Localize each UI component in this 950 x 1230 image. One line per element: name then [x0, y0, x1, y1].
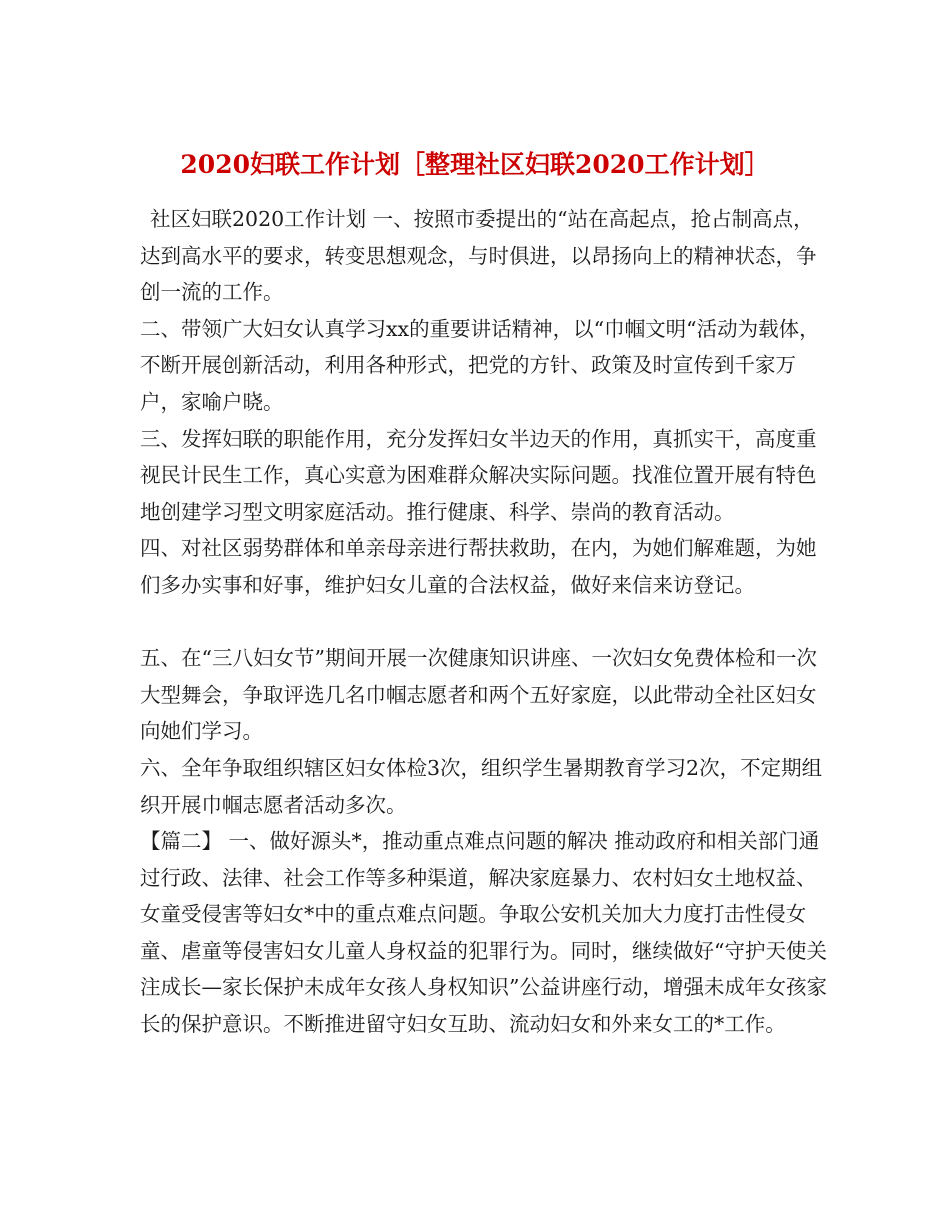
paragraph-item-6: 六、全年争取组织辖区妇女体检3次，组织学生暑期教育学习2次，不定期组织开展巾帼志愿者活动多次。: [140, 755, 823, 817]
paragraph-item-3: 三、发挥妇联的职能作用，充分发挥妇女半边天的作用，真抓实干，高度重视民计民生工作，真心实意为困难群众解决实际问题。找准位置开展有特色地创建学习型文明家庭活动。推行健康、科学、崇尚的教育活动。: [140, 426, 817, 524]
document-body: [140, 201, 830, 1043]
paragraph-item-4: 四、对社区弱势群体和单亲母亲进行帮扶救助，在内，为她们解难题，为她们多办实事和好事，维护妇女儿童的合法权益，做好来信来访登记。: [140, 536, 817, 597]
paragraph-section-2: 【篇二】 一、做好源头*，推动重点难点问题的解决 推动政府和相关部门通过行政、法律、社会工作等多种渠道，解决家庭暴力、农村妇女土地权益、女童受侵害等妇女*中的重点难点问题。争取公安机关加大力度打击性侵女童、虐童等侵害妇女儿童人身权益的犯罪行为。同时，继续做好“守护天使关注成长—家长保护未成年女孩人身权知识”公益讲座行动，增强未成年女孩家长的保护意识。不断推进留守妇女互助、流动妇女和外来女工的*工作。: [140, 829, 827, 1037]
paragraph-intro: 社区妇联2020工作计划 一、按照市委提出的“站在高起点，抢占制高点，达到高水平的要求，转变思想观念，与时俱进，以昂扬向上的精神状态，争创一流的工作。: [140, 207, 817, 305]
paragraph-item-2: 二、带领广大妇女认真学习xx的重要讲话精神，以“巾帼文明“活动为载体，不断开展创新活动，利用各种形式，把党的方针、政策及时宣传到千家万户，家喻户晓。: [140, 316, 820, 414]
page-title: 2020妇联工作计划［整理社区妇联2020工作计划］: [180, 149, 770, 179]
paragraph-item-5: 五、在“三八妇女节”期间开展一次健康知识讲座、一次妇女免费体检和一次大型舞会，争取评选几名巾帼志愿者和两个五好家庭，以此带动全社区妇女向她们学习。: [140, 646, 817, 744]
